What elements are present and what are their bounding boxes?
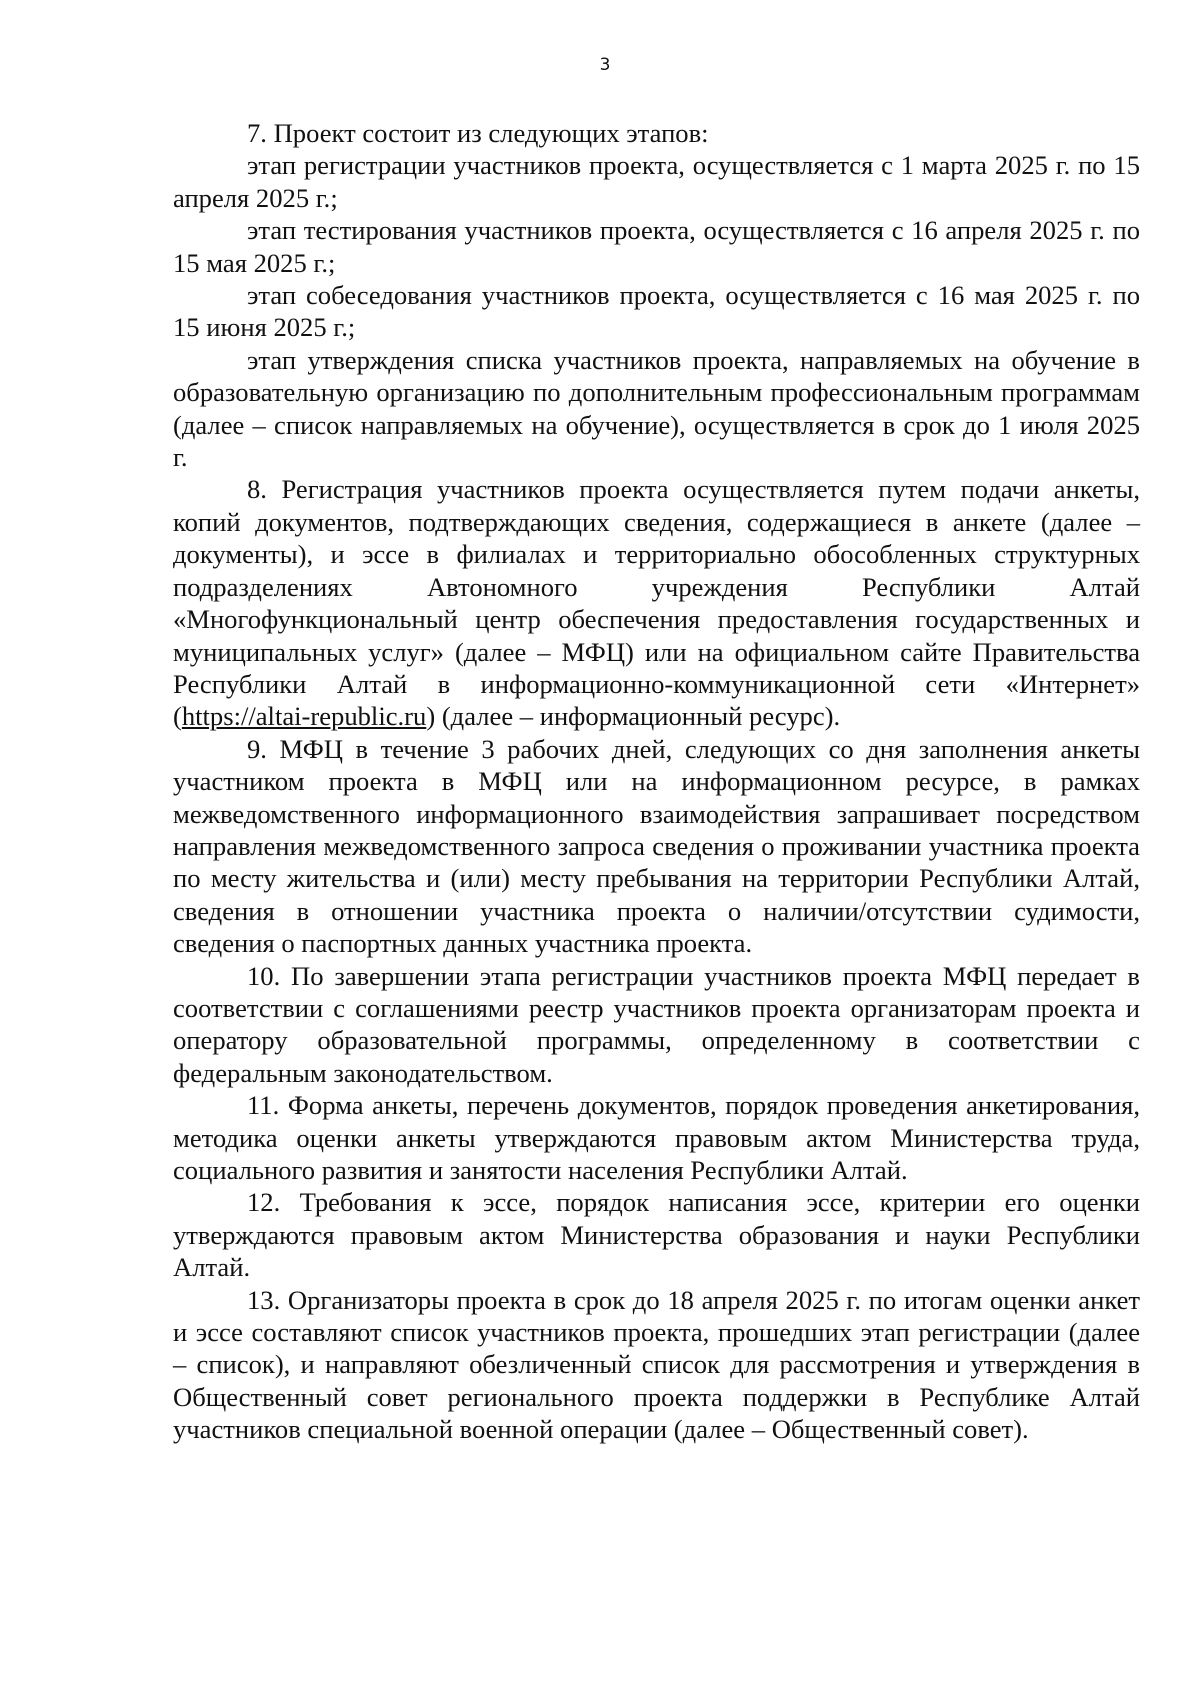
page-number: 3: [599, 55, 611, 75]
paragraph-11: 11. Форма анкеты, перечень документов, порядок проведения анкетирования, методика оценки анкеты утверждаются правовым актом Министерства труда, социального развития и занятости населения Республики Алтай.: [173, 1090, 1140, 1185]
paragraph-8: [173, 473, 1140, 732]
paragraph-7-stage-testing: этап тестирования участников проекта, осуществляется с 16 апреля 2025 г. по 15 мая 2025 г.;: [173, 215, 1140, 278]
paragraph-10: 10. По завершении этапа регистрации участников проекта МФЦ передает в соответствии с соглашениями реестр участников проекта организаторам проекта и оператору образовательной программы, определенному в соответствии с федеральным законодательством.: [173, 960, 1140, 1088]
document-body: [173, 117, 1140, 1446]
paragraph-8-text: 8. Регистрация участников проекта осуществляется путем подачи анкеты, копий документов, подтверждающих сведения, содержащиеся в анкете (далее – документы), и эссе в филиалах и территориально обособленных структурных подразделениях Автономного учреждения Республики Алтай «Многофункциональный центр обеспечения предоставления государственных и муниципальных услуг» (далее – МФЦ) или на официальном сайте Правительства Республики Алтай в информационно-коммуникационной сети «Интернет» (: [173, 474, 1140, 732]
paragraph-7-stage-registration: этап регистрации участников проекта, осуществляется с 1 марта 2025 г. по 15 апреля 2025 г.;: [173, 150, 1140, 213]
paragraph-9: 9. МФЦ в течение 3 рабочих дней, следующих со дня заполнения анкеты участником проекта в МФЦ или на информационном ресурсе, в рамках межведомственного информационного взаимодействия запрашивает посредством направления межведомственного запроса сведения о проживании участника проекта по месту жительства и (или) месту пребывания на территории Республики Алтай, сведения в отношении участника проекта о наличии/отсутствии судимости, сведения о паспортных данных участника проекта.: [173, 733, 1140, 959]
paragraph-7-stage-approval: этап утверждения списка участников проекта, направляемых на обучение в образовательную организацию по дополнительным профессиональным программам (далее – список направляемых на обучение), осуществляется в срок до 1 июля 2025 г.: [173, 344, 1140, 473]
paragraph-13: 13. Организаторы проекта в срок до 18 апреля 2025 г. по итогам оценки анкет и эссе составляют список участников проекта, прошедших этап регистрации (далее – список), и направляют обезличенный список для рассмотрения и утверждения в Общественный совет регионального проекта поддержки в Республике Алтай участников специальной военной операции (далее – Общественный совет).: [173, 1284, 1140, 1445]
paragraph-7-stage-interview: этап собеседования участников проекта, осуществляется с 16 мая 2025 г. по 15 июня 2025 г.;: [173, 280, 1140, 343]
paragraph-7: 7. Проект состоит из следующих этапов:: [247, 118, 709, 148]
website-link[interactable]: https://altai-republic.ru: [181, 701, 427, 732]
paragraph-12: 12. Требования к эссе, порядок написания эссе, критерии его оценки утверждаются правовым актом Министерства образования и науки Республики Алтай.: [173, 1187, 1140, 1283]
paragraph-8-tail: ) (далее – информационный ресурс).: [426, 701, 841, 732]
